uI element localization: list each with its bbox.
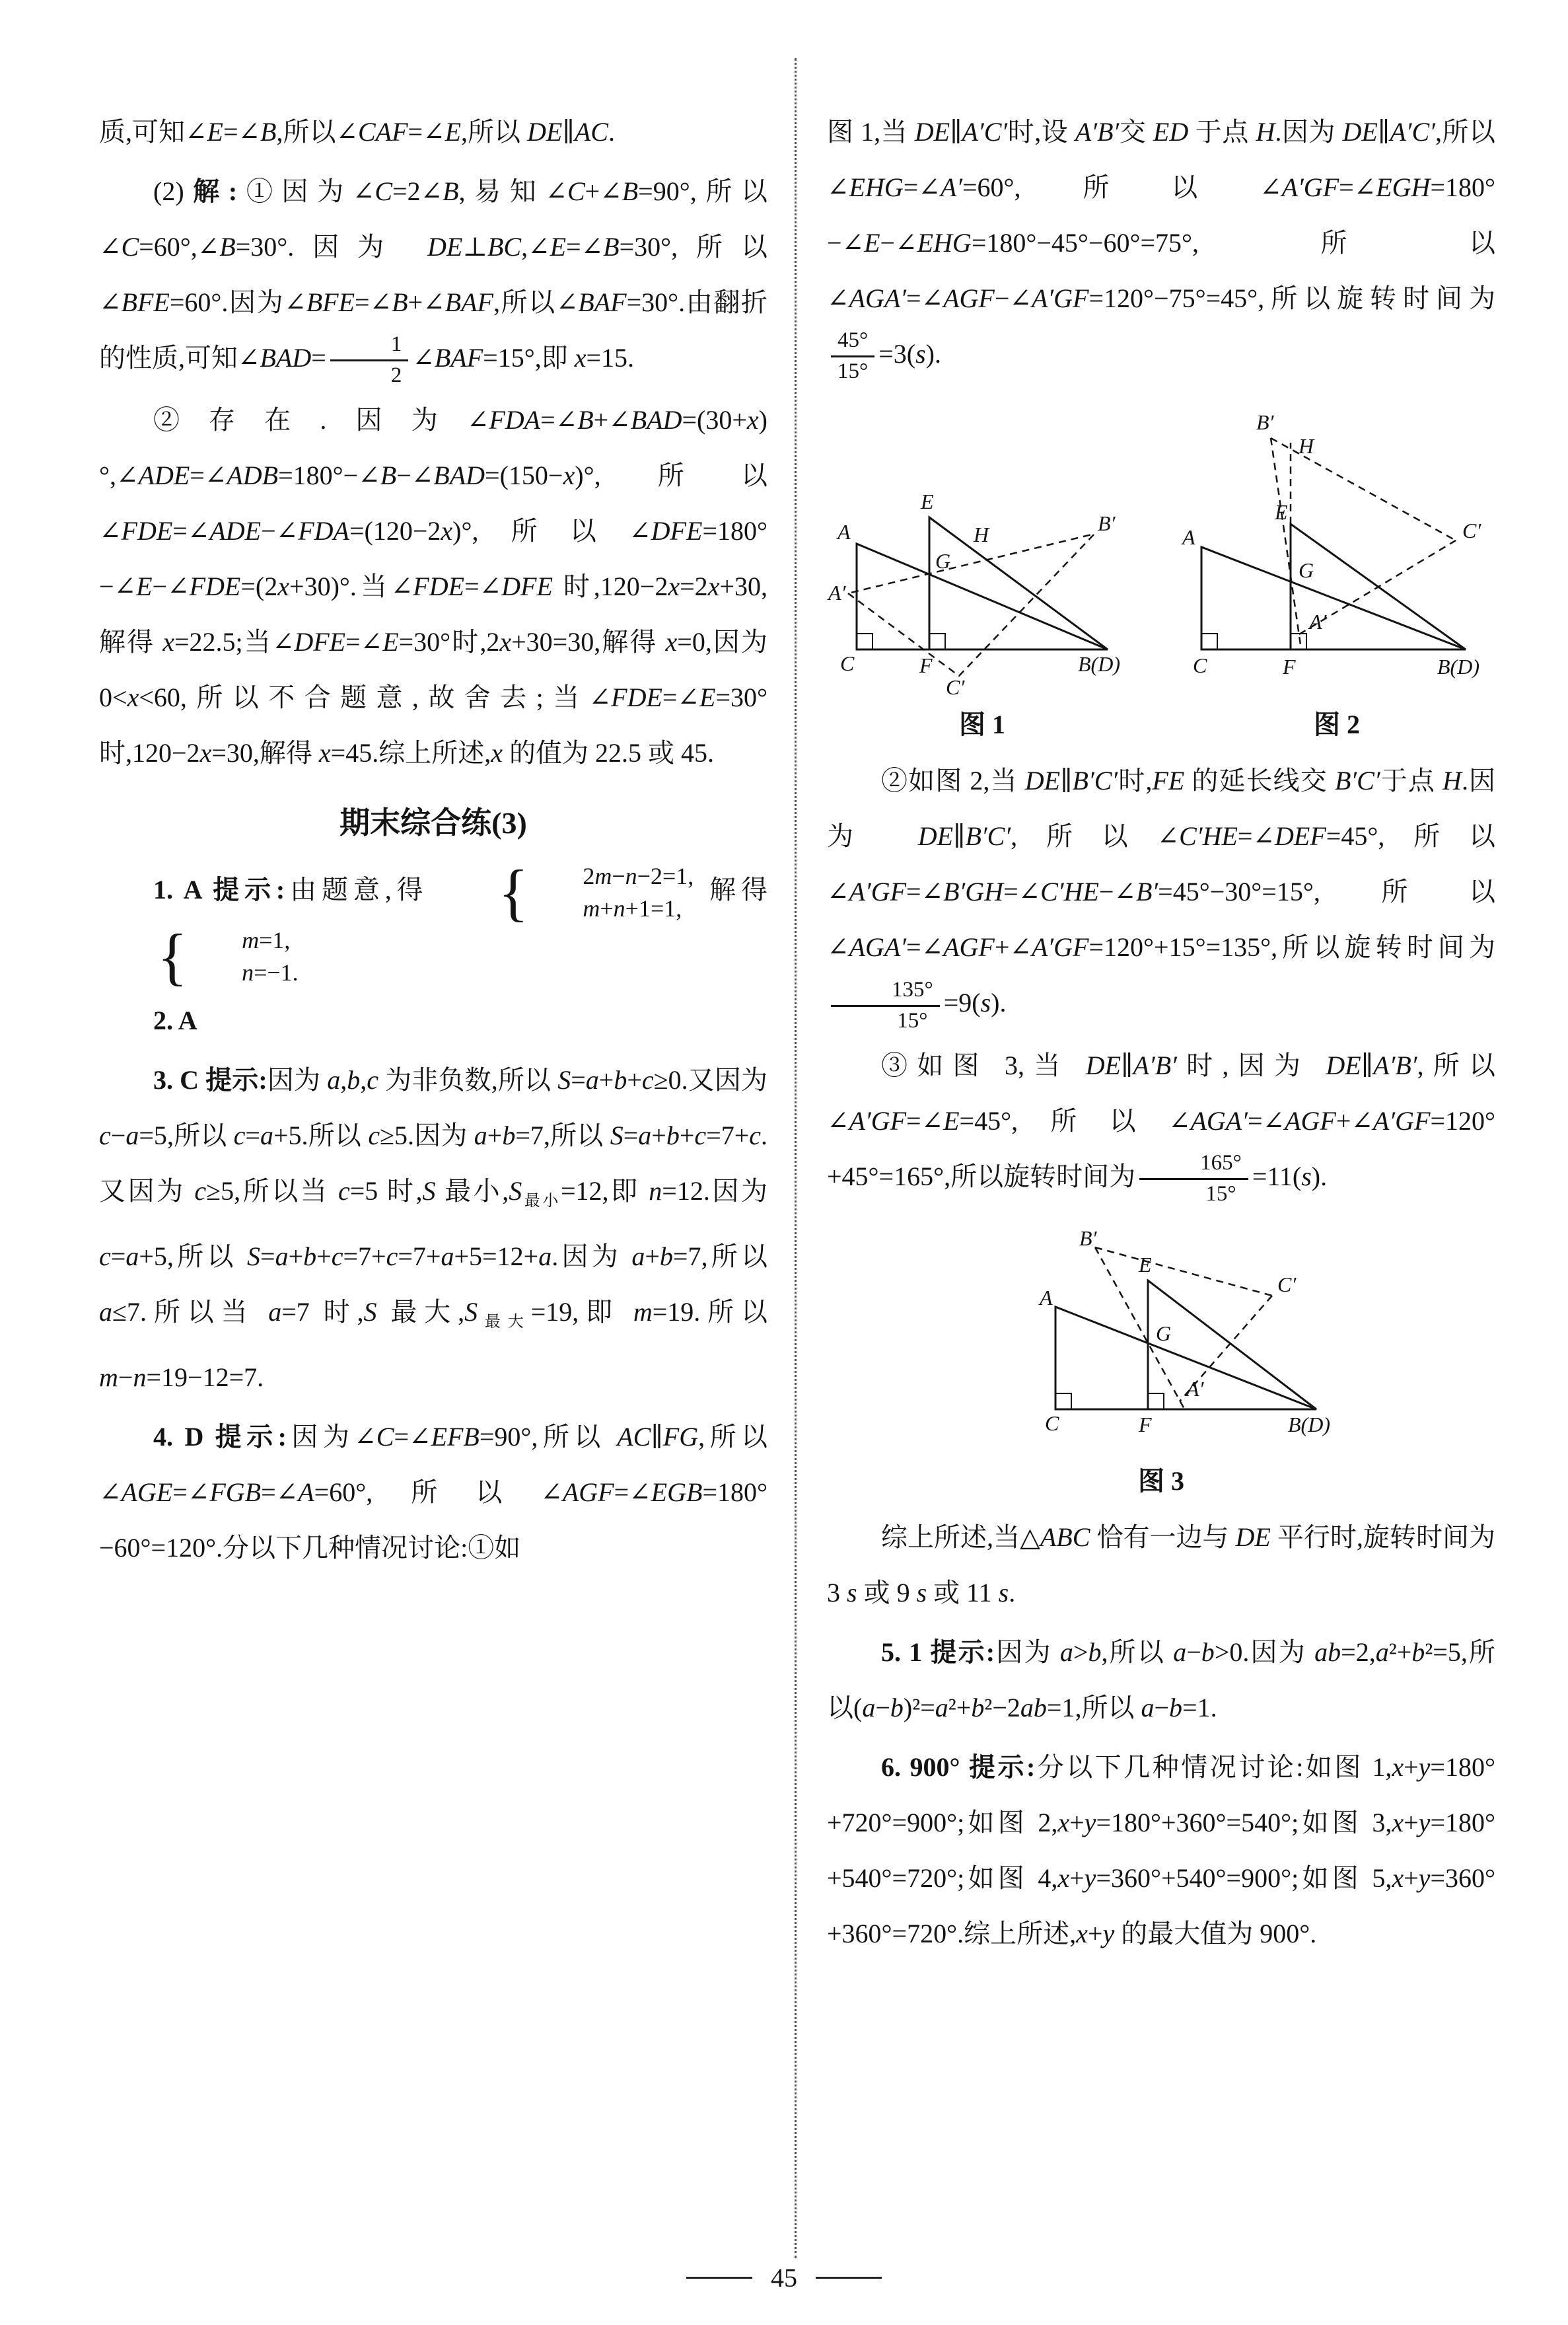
fig2-label-BD: B(D) [1437,655,1479,679]
paragraph-case-1: 图 1,当 DE∥A′C′时,设 A′B′交 ED 于点 H.因为 DE∥A′C′,所以∠EHG=∠A′=60°,所以∠A′GF=∠EGH=180°−∠E−∠EHG=180°−45°−60°=75°,所以∠AGA′=∠AGF−∠A′GF=120°−75°=45°,所以旋转时间为 $\frac{45^\circ}{15^\circ}$ =3(s). [827,117,1496,384]
fig1-label-B-prime: B′ [1098,511,1116,536]
figure-3-container [827,1231,1495,1498]
right-column [827,104,1495,1966]
fig3-right-angle-f [1148,1393,1164,1409]
fig1-label-H: H [974,523,989,547]
answer-item-2: 2. A [153,1005,197,1035]
paragraph-continuation: 质,可知∠E=∠B,所以∠CAF=∠E,所以 DE∥AC. [99,117,615,147]
fig2-dashed-bprime-aprime [1271,438,1301,649]
figures-1-2-row [827,408,1495,741]
fig1-right-angle-f [929,634,945,649]
fig3-label-BD: B(D) [1288,1412,1330,1436]
figure-3 [989,1231,1333,1498]
section-heading: 期末综合练(3) [339,806,527,840]
figure-1 [827,468,1137,741]
fig1-label-A: A [837,520,851,544]
page-footer [0,2262,1568,2293]
fig1-label-E: E [921,490,934,514]
fig2-label-C-prime: C′ [1462,519,1481,543]
paragraph-case-3: ③如图 3,当 DE∥A′B′时,因为 DE∥A′B′,所以∠A′GF=∠E=45°,所以∠AGA′=∠AGF+∠A′GF=120°+45°=165°,所以旋转时间为 $\frac{165^\circ}{15^\circ}$ =11(s). [827,1050,1496,1206]
fig2-label-F: F [1283,655,1296,679]
fig1-label-A-prime: A′ [828,581,846,605]
fig2-right-angle-f [1291,634,1306,649]
figure-3-diagram [989,1231,1333,1452]
fig2-label-C: C [1193,653,1207,678]
fig1-label-C: C [840,651,855,676]
left-column [99,104,767,1580]
fig3-label-E: E [1139,1252,1152,1276]
fig2-label-B-prime: B′ [1256,410,1274,435]
page-number: 45 [771,2263,797,2293]
answer-item-3: 3. C 提示:因为 a,b,c 为非负数,所以 S=a+b+c≥0.又因为 c−a=5,所以 c=a+5.所以 c≥5.因为 a+b=7,所以 S=a+b+c=7+c.又因为 c≥5,所以当 c=5 时,S 最小$,S_{最小}=12$,即 n=12.因为 c=a+5,所以 S=a+b+c=7+c=7+a+5=12+a.因为 a+b=7,所以 a≤7.所以当 a=7 时,S 最大$,S_{最大}=19$,即 m=19.所以 m−n=19−12=7. [99,1064,768,1392]
answer-item-6: 6. 900° 提示:分以下几种情况讨论:如图 1,x+y=180°+720°=900°;如图 2,x+y=180°+360°=540°;如图 3,x+y=180°+540°=720°;如图 4,x+y=360°+540°=900°;如图 5,x+y=360°+360°=720°.综上所述,x+y 的最大值为 900°. [827,1752,1495,1948]
fig3-label-C: C [1045,1411,1059,1435]
fig3-label-B-prime: B′ [1079,1230,1097,1250]
answer-item-5: 5. 1 提示:因为 a>b,所以 a−b>0.因为 ab=2,a²+b²=5,所以(a−b)²=a²+b²−2ab=1,所以 a−b=1. [827,1637,1496,1722]
fig1-right-angle-c [857,634,873,649]
fig1-label-BD: B(D) [1078,652,1120,677]
figure-2-diagram [1178,408,1495,696]
fig2-right-angle-c [1201,634,1217,649]
fig3-label-A: A [1040,1285,1053,1310]
fig3-label-F: F [1139,1412,1152,1436]
fig2-label-H: H [1299,434,1314,459]
answer-item-1: 1. A 提示:由题意,得 { 2m−n−2=1, m+n+1=1, 解得 { m=1, n=−1. [153,856,768,992]
fig2-label-A: A [1182,525,1195,550]
footer-rule-right [816,2277,882,2279]
footer-rule-left [686,2277,752,2279]
column-divider [795,58,797,2258]
figure-1-caption: 图 1 [959,710,1005,740]
paragraph-case-2: ②如图 2,当 DE∥B′C′时,FE 的延长线交 B′C′于点 H.因为 DE∥B′C′,所以∠C′HE=∠DEF=45°,所以∠A′GF=∠B′GH=∠C′HE−∠B′=45°−30°=15°,所以∠AGA′=∠AGF+∠A′GF=120°+15°=135°,所以旋转时间为 $\frac{135^\circ}{15^\circ}$ =9(s). [827,766,1496,1033]
answer-item-4: 4. D 提示:因为∠C=∠EFB=90°,所以 AC∥FG,所以∠AGE=∠FGB=∠A=60°,所以∠AGF=∠EGB=180°−60°=120°.分以下几种情况讨论:①如 [99,1421,767,1563]
paragraph-solution-2-part1: (2)解:①因为∠C=2∠B,易知∠C+∠B=90°,所以∠C=60°,∠B=30°.因为 DE⊥BC,∠E=∠B=30°,所以∠BFE=60°.因为∠BFE=∠B+∠BAF,所以∠BAF=30°.由翻折的性质,可知∠BAD= $\frac{1}{2}$ ∠BAF=15°,即 x=15. [99,176,768,388]
fig3-label-C-prime: C′ [1277,1272,1297,1296]
fig3-label-G: G [1156,1321,1172,1345]
fig2-label-G: G [1299,558,1314,583]
fig1-label-G: G [935,549,951,573]
paragraph-conclusion: 综上所述,当△ABC 恰有一边与 DE 平行时,旋转时间为 3 s 或 9 s 或 11 s. [827,1522,1495,1607]
fig3-dashed-bprime-cprime [1095,1247,1272,1296]
fig1-label-F: F [919,653,933,678]
fig3-lines-ef-eb [1148,1280,1316,1409]
fig2-triangle-abc [1201,547,1466,649]
paragraph-solution-2-part2: ②存在.因为∠FDA=∠B+∠BAD=(30+x)°,∠ADE=∠ADB=180°−∠B−∠BAD=(150−x)°,所以∠FDE=∠ADE−∠FDA=(120−2x)°,所以∠DFE=180°−∠E−∠FDE=(2x+30)°.当∠FDE=∠DFE 时,120−2x=2x+30,解得 x=22.5;当∠DFE=∠E=30°时,2x+30=30,解得 x=0,因为 0<x<60,所以不合题意,故舍去;当∠FDE=∠E=30°时,120−2x=30,解得 x=45.综上所述,x 的值为 22.5 或 45. [99,405,768,768]
figure-3-caption: 图 3 [1138,1465,1184,1496]
fig2-label-E: E [1275,500,1288,525]
figure-2 [1178,408,1495,741]
figure-1-diagram [827,468,1137,696]
figure-2-caption: 图 2 [1314,710,1360,740]
fig1-lines-ef-eb [929,517,1108,649]
fig3-label-A-prime: A′ [1186,1376,1204,1401]
fig1-label-C-prime: C′ [946,675,965,696]
fig3-right-angle-c [1055,1393,1071,1409]
fig1-triangle-abc [857,544,1108,649]
fig2-label-A-prime: A′ [1309,610,1327,634]
